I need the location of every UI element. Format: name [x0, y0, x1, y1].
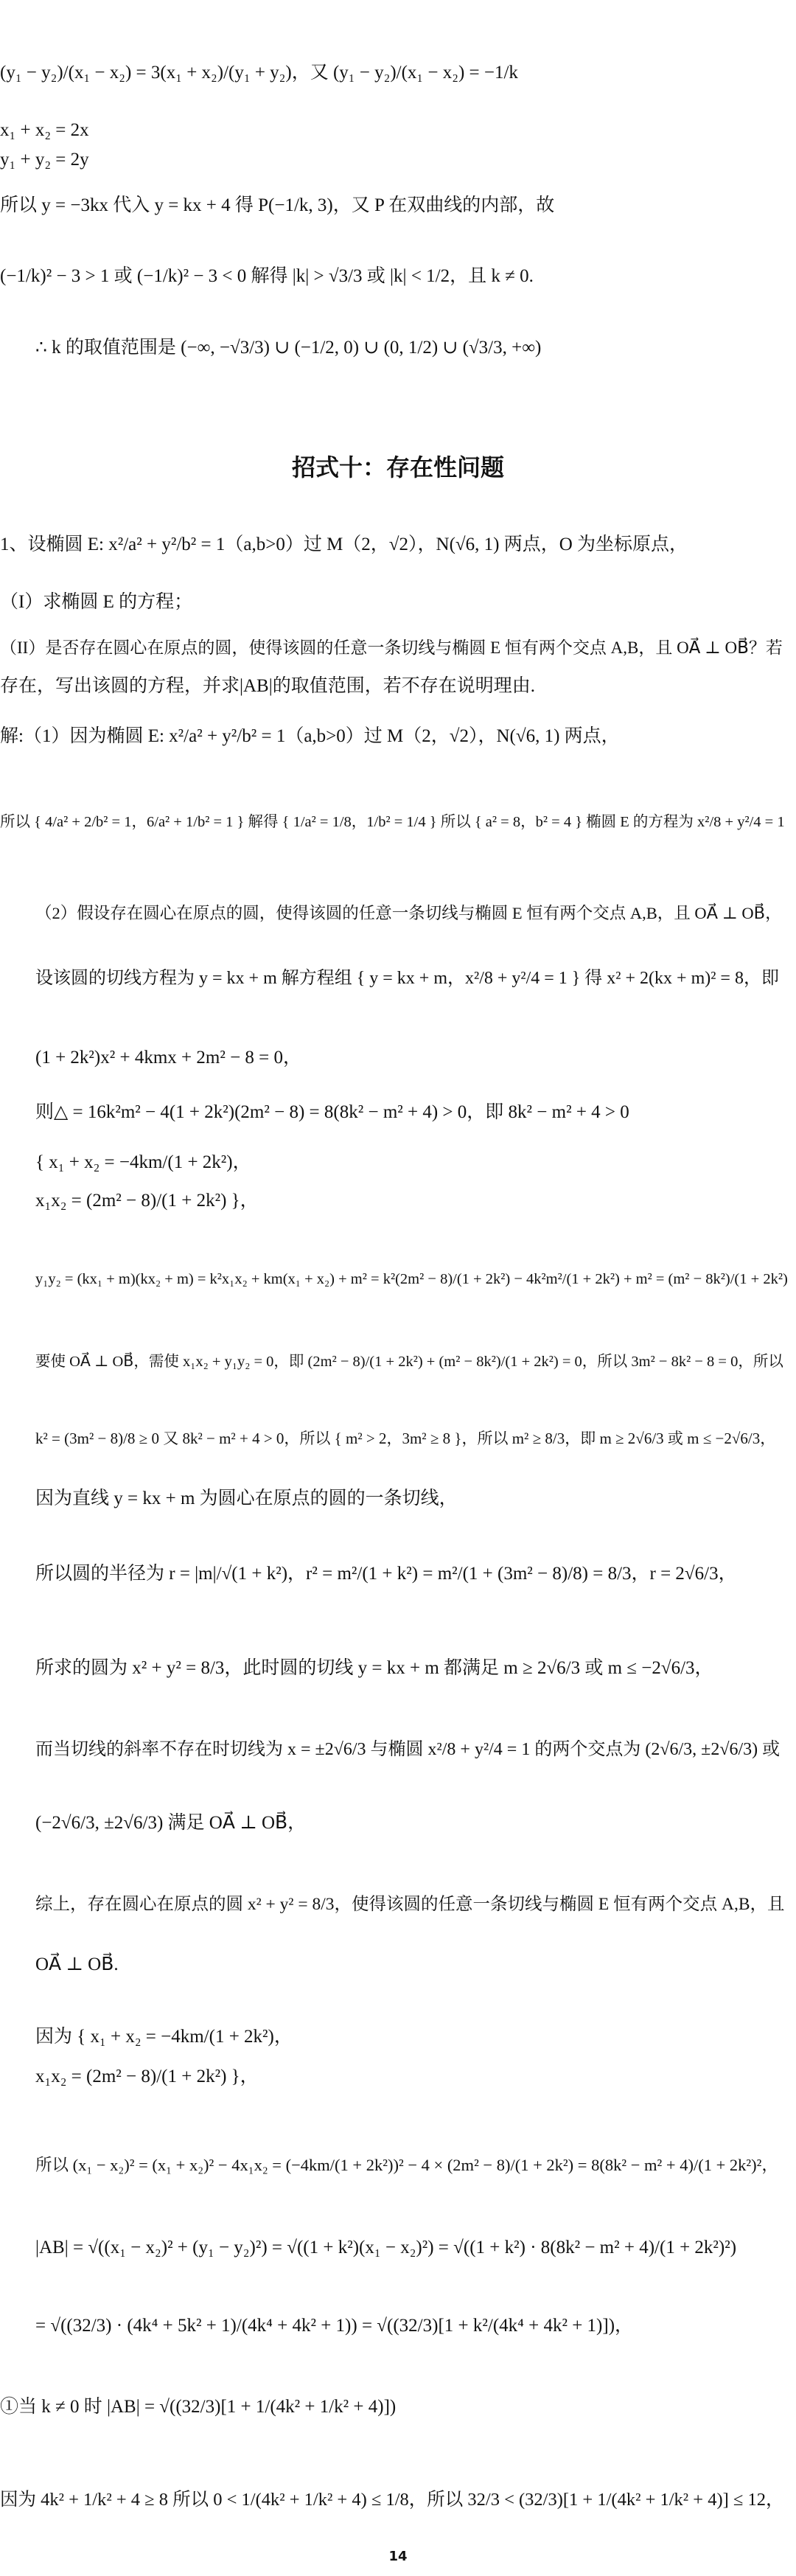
ratio-equation-line: (y₁ − y₂)/(x₁ − x₂) = 3(x₁ + x₂)/(y₁ + y₂)，又 (y₁ − y₂)/(x₁ − x₂) = −1/k [0, 63, 518, 83]
solution-step-13: 所求的圆为 x² + y² = 8/3，此时圆的切线 y = kx + m 都满足 m ≥ 2√6/3 或 m ≤ −2√6/3， [35, 1658, 713, 1678]
solution-step-6: 则△ = 16k²m² − 4(1 + 2k²)(2m² − 8) = 8(8k² − m² + 4) > 0，即 8k² − m² + 4 > 0 [35, 1102, 629, 1122]
k-range-line: ∴ k 的取值范围是 (−∞, −√3/3) ∪ (−1/2, 0) ∪ (0, 1/2) ∪ (√3/3, +∞) [35, 338, 542, 358]
solution-step-16: 综上，存在圆心在原点的圆 x² + y² = 8/3，使得该圆的任意一条切线与椭圆 E 恒有两个交点 A,B，且 [35, 1895, 785, 1914]
solution-step-12: 所以圆的半径为 r = |m|/√(1 + k²)，r² = m²/(1 + k²) = m²/(1 + (3m² − 8)/8) = 8/3，r = 2√6/3， [35, 1564, 737, 1584]
solution-step-22: ①当 k ≠ 0 时 |AB| = √((32/3)[1 + 1/(4k² + 1/k² + 4)]) [0, 2397, 397, 2417]
solution-step-4: 设该圆的切线方程为 y = kx + m 解方程组 { y = kx + m，x²/8 + y²/4 = 1 } 得 x² + 2(kx + m)² = 8，即 [35, 969, 779, 988]
solution-step-10: k² = (3m² − 8)/8 ≥ 0 又 8k² − m² + 4 > 0，所以 { m² > 2，3m² ≥ 8 }，所以 m² ≥ 8/3，即 m ≥ 2√6/3 或 m ≤ −2√6/3， [35, 1430, 776, 1447]
solution-step-9: 要使 OA⃗ ⊥ OB⃗，需使 x₁x₂ + y₁y₂ = 0，即 (2m² − 8)/(1 + 2k²) + (m² − 8k²)/(1 + 2k²) = 0，所以 3m² − 8k² − 8 = 0，所以 [35, 1354, 783, 1370]
sum-x-line: x₁ + x₂ = 2x [0, 120, 89, 140]
solution-step-18b: x₁x₂ = (2m² − 8)/(1 + 2k²) }， [35, 2067, 259, 2086]
solution-step-20: |AB| = √((x₁ − x₂)² + (y₁ − y₂)²) = √((1 + k²)(x₁ − x₂)²) = √((1 + k²) · 8(8k² − m² + 4)/(1 + 2k²)²) [35, 2238, 737, 2258]
solution-step-15: (−2√6/3, ±2√6/3) 满足 OA⃗ ⊥ OB⃗， [35, 1813, 307, 1833]
solution-step-7a: { x₁ + x₂ = −4km/(1 + 2k²)， [35, 1152, 251, 1172]
solution-step-3: （2）假设存在圆心在原点的圆，使得该圆的任意一条切线与椭圆 E 恒有两个交点 A,B，且 OA⃗ ⊥ OB⃗， [35, 904, 782, 922]
solution-step-7b: x₁x₂ = (2m² − 8)/(1 + 2k²) }， [35, 1191, 259, 1211]
solution-step-17: OA⃗ ⊥ OB⃗. [35, 1954, 119, 1974]
solution-step-14: 而当切线的斜率不存在时切线为 x = ±2√6/3 与椭圆 x²/8 + y²/4 = 1 的两个交点为 (2√6/3, ±2√6/3) 或 [35, 1740, 781, 1759]
section-title: 招式十：存在性问题 [291, 453, 504, 481]
solution-step-11: 因为直线 y = kx + m 为圆心在原点的圆的一条切线， [35, 1489, 458, 1508]
substitute-line: 所以 y = −3kx 代入 y = kx + 4 得 P(−1/k, 3)，又 P 在双曲线的内部，故 [0, 195, 555, 215]
solution-step-18a: 因为 { x₁ + x₂ = −4km/(1 + 2k²)， [35, 2027, 293, 2047]
problem-statement-line: 1、设椭圆 E: x²/a² + y²/b² = 1（a,b>0）过 M（2，√2），N(√6, 1) 两点，O 为坐标原点， [0, 535, 688, 554]
solution-step-19: 所以 (x₁ − x₂)² = (x₁ + x₂)² − 4x₁x₂ = (−4km/(1 + 2k²))² − 4 × (2m² − 8)/(1 + 2k²) = 8(8k² − m² + 4)/(1 + 2k²)²， [35, 2156, 778, 2174]
solution-step-23: 因为 4k² + 1/k² + 4 ≥ 8 所以 0 < 1/(4k² + 1/k² + 4) ≤ 1/8，所以 32/3 < (32/3)[1 + 1/(4k² + 1/k² + 4)] ≤ 12， [0, 2490, 784, 2510]
problem-part-1: （I）求椭圆 E 的方程； [0, 592, 193, 612]
solution-step-5: (1 + 2k²)x² + 4kmx + 2m² − 8 = 0， [35, 1048, 302, 1068]
solution-step-21: = √((32/3) · (4k⁴ + 5k² + 1)/(4k⁴ + 4k² + 1)) = √((32/3)[1 + k²/(4k⁴ + 4k² + 1)])， [35, 2316, 634, 2336]
inequality-line: (−1/k)² − 3 > 1 或 (−1/k)² − 3 < 0 解得 |k| > √3/3 或 |k| < 1/2，且 k ≠ 0. [0, 266, 534, 286]
solution-step-8: y₁y₂ = (kx₁ + m)(kx₂ + m) = k²x₁x₂ + km(x₁ + x₂) + m² = k²(2m² − 8)/(1 + 2k²) − 4k²m²/(1 + 2k²) + m² = (m² − 8k²)/(1 + 2k²) [35, 1271, 788, 1287]
solution-step-1: 解:（1）因为椭圆 E: x²/a² + y²/b² = 1（a,b>0）过 M（2，√2），N(√6, 1) 两点， [0, 726, 620, 746]
problem-part-2-line-b: 存在，写出该圆的方程，并求|AB|的取值范围，若不存在说明理由. [0, 676, 535, 696]
problem-part-2-line-a: （II）是否存在圆心在原点的圆，使得该圆的任意一条切线与椭圆 E 恒有两个交点 A,B，且 OA⃗ ⊥ OB⃗？若 [0, 638, 783, 657]
solution-step-2: 所以 { 4/a² + 2/b² = 1，6/a² + 1/b² = 1 } 解得 { 1/a² = 1/8，1/b² = 1/4 } 所以 { a² = 8，b² = 4 } 椭圆 E 的方程为 x²/8 + y²/4 = 1 [0, 814, 785, 830]
page-number: 14 [388, 2549, 408, 2564]
sum-y-line: y₁ + y₂ = 2y [0, 150, 89, 170]
